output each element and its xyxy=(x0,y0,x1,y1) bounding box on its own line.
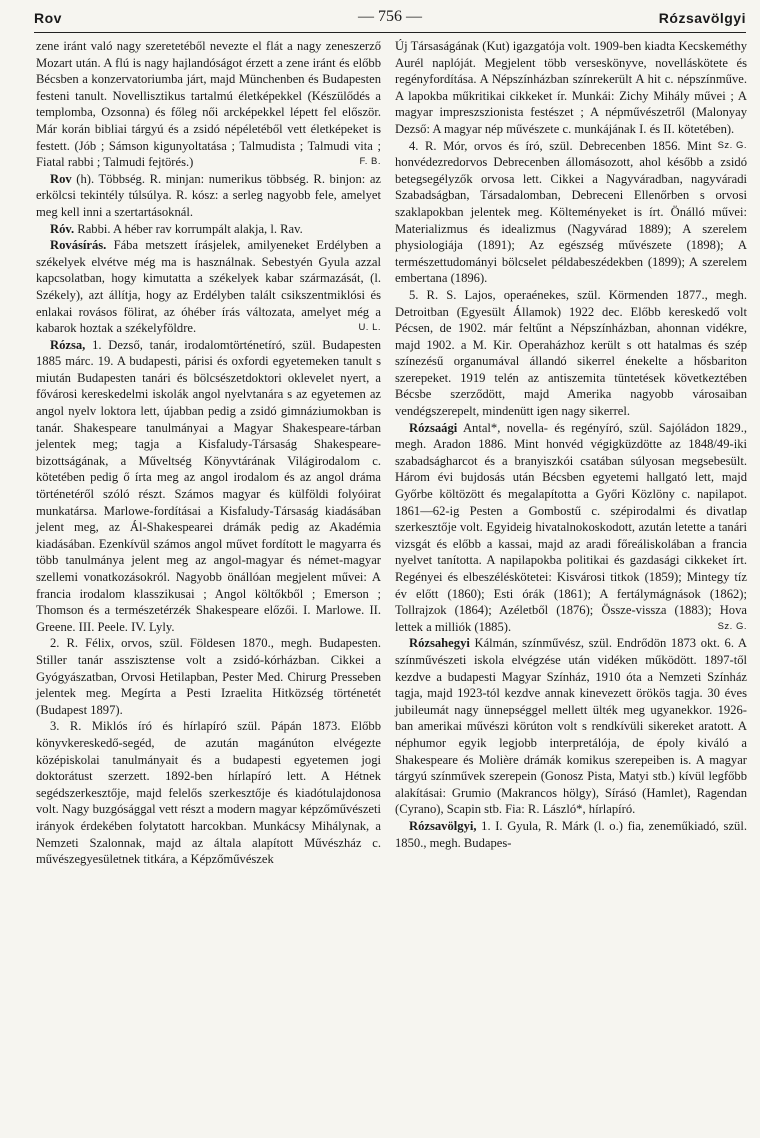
entry-subsection xyxy=(36,635,381,718)
running-head-left: Rov xyxy=(34,10,62,26)
entry-subsection xyxy=(395,287,747,420)
entry-headword: Rózsavölgyi, xyxy=(409,818,477,833)
author-signature: Sz. G. xyxy=(717,139,747,151)
entry-text: 1. I. Gyula, R. Márk (l. o.) fia, zeneműkiadó, szül. 1850., megh. Budapes- xyxy=(395,818,747,850)
author-signature: U. L. xyxy=(358,322,381,334)
header-rule xyxy=(34,32,746,33)
entry-subsection xyxy=(395,138,747,287)
entry-text: zene iránt való nagy szeretetéből nevezte el flát a nagy zeneszerző Mozart után. A flú is nagy hajlandóságot érzett a zene iránt és előbb Bécsben a konzervatoriumba járt, majd Münchenben és Budapesten festeni tanult. Novellisztikus tartalmú életképekkel (Készülődés a templomba, Ozsonna) és főleg női arcképekkel lépett fel először. Már korán bibliai tárgyú és a zsidó népéletéből vett életképeket is festett. (Jób ; Sámson kigunyoltatása ; Talmudista ; Talmudi vita ; Fiatal rabbi ; Talmudi fejtörés.) xyxy=(36,39,381,170)
entry-continuation xyxy=(395,38,747,151)
dictionary-entry xyxy=(36,171,381,221)
page-header xyxy=(34,6,746,32)
dictionary-entry xyxy=(395,420,747,636)
entry-text: 3. R. Miklós író és hírlapíró szül. Pápán 1873. Előbb könyvkereskedő-segéd, de azután magánúton elvégezte középiskolai tanulmányait és a budapesti egyetemen jogi doktorátust szerzett. 1892-ben hírlapíró lett. A Hétnek segédszerkesztője, majd felelős szerkesztője és kiadótulajdonosa volt. Nagy buzgósággal vett részt a modern magyar képzőművészeti irányok érdekében folytatott harcokban. Munkácsy Mihálynak, a Nemzeti Szalonnak, majd az általa alapított Művészház c. művészegyesületnek titkára, a Képzőművészek xyxy=(36,719,381,867)
entry-text: Fába metszett írásjelek, amilyeneket Erdélyben a székelyek elvétve még ma is használnak. Sebestyén Gyula azzal kapcsolatban, hogy kimutatta a székelyek kabar származását, (l. Székely), azt állítja, hogy az Erdélyben talált csikszentmiklósi és enlakai rovásos fölirat, az óhéber írás változata, amelyet még a kabarok hoztak a székelyföldre. xyxy=(36,238,381,336)
right-column xyxy=(395,38,747,851)
entry-headword: Róv. xyxy=(50,221,75,236)
entry-text: Rabbi. A héber rav korrumpált alakja, l. Rav. xyxy=(74,221,303,236)
entry-text: Kálmán, színművész, szül. Endrődön 1873 okt. 6. A színművészeti iskola elvégzése után vidéken működött. 1897-től kezdve a budapesti Magyar Színház, 1910 óta a Nemzeti Színház tagja, majd 1923-tól kezdve annak kinevezett örökös tagja. 30 éves jubileumát nagy ünnepséggel mellett ülték meg ugyanekkor. 1926-ban amerikai művészi körúton volt s rendkívüli sikereket aratott. A néphumor egyik legjobb interpretálója, de époly kiváló a Shakespeare és Molière drámák komikus szerepeiben is. A magyar tárgyú színművek szerepein (Gonosz Pista, Matyi stb.) kívül legfőbb alakításai: Grumio (Makrancos hölgy), Sírásó (Hamlet), Ragendan (Cyrano), Scapin stb. Fia: R. László*, hírlapíró. xyxy=(395,636,747,817)
entry-subsection xyxy=(36,718,381,867)
dictionary-entry xyxy=(36,237,381,337)
entry-text: 4. R. Mór, orvos és író, szül. Debrecenben 1856. Mint honvédezredorvos Debrecenben állomásozott, ahol később a zsidó betegsegélyzők orvosa lett. Cikkei a Nagyváradban, nagyváradi Szabadságban, Társadalomban, Debreceni Ellenőrben s orvosi szaklapokban jelentek meg. Költeményeket is írt. Önálló művei: Materializmus és idealizmus (Nagyvárad 1889); A szerelem physiologiája (1891); Az egészség művészete (1898); A természettudományi bölcselet példabeszédekben (1899); A szerelem embertana (1896). xyxy=(395,138,747,286)
entry-headword: Rózsaági xyxy=(409,420,458,435)
entry-text: 2. R. Félix, orvos, szül. Földesen 1870., megh. Budapesten. Stiller tanár asszisztense volt a zsidó-kórházban. Cikkei a Gyógyászatban, Orvosi Hetilapban, Pester Med. Chirurg Presseben jelentek meg. Megírta a Pesti Izraelita Hitközség történetét (Budapest 1897). xyxy=(36,636,381,717)
entry-text: 5. R. S. Lajos, operaénekes, szül. Körmenden 1877., megh. Detroitban (Egyesült Államok) 1922 dec. Előbb kereskedő volt Pécsen, de 1902. már feltűnt a Népszínházban, ahonnan vidékre, majd 1902. a M. Kir. Operaházhoz került s ott hatalmas és szép színezésű organumával állandó sikerrel énekelte a hősbariton szerepeket. 1919 telén az antiszemita tüntetések következtében Bécsbe szerződött, majd Amerika nagyobb városaiban vendégszerepelt, mindenütt igen nagy sikerrel. xyxy=(395,287,747,419)
left-column xyxy=(36,38,381,868)
dictionary-entry xyxy=(36,337,381,636)
entry-headword: Rózsahegyi xyxy=(409,636,470,651)
entry-text: Antal*, novella- és regényíró, szül. Sajóládon 1829., megh. Aradon 1886. Mint honvéd végigküzdötte az 1848/49-iki szabadságharcot és a branyiszkói csatában súlyosan megsebesült. Három évi bujdosás után Bécsben egyetemi hallgató lett, majd Győrbe költözött és megalapította a Győri Közlöny c. napilapot. 1861—62-ig Pesten a Gombostű c. szépirodalmi és divatlap szerkesztője volt. Egyideig hivatalnokoskodott, azután letette a tanári vizsgát és előbb a kassai, majd az aradi főreáliskolában a francia nyelvet tanította. A napilapokba politikai és gazdasági cikkeket írt. Regényei és elbeszéléskötetei: Kisvárosi titkok (1859); Mintegy tíz év előtt (1860); Esti órák (1861); A fertálymágnások (1862); Tollrajzok (1864); Azéletből (1876); Össze-vissza (1883); Hova lettek a milliók (1885). xyxy=(395,420,747,634)
entry-text: (h). Többség. R. minjan: numerikus többség. R. binjon: az erkölcsi tekintély túlsúlya. R. kósz: a serleg nagyobb fele, amelyet meg kell inni a szertartásoknál. xyxy=(36,171,381,219)
entry-headword: Rov xyxy=(50,171,72,186)
author-signature: F. B. xyxy=(359,156,381,168)
dictionary-entry xyxy=(36,221,381,238)
running-head-right: Rózsavölgyi xyxy=(658,10,746,26)
entry-headword: Rovásírás. xyxy=(50,238,107,253)
dictionary-entry xyxy=(395,635,747,818)
entry-text: Új Társaságának (Kut) igazgatója volt. 1909-ben kiadta Kecskeméthy Aurél naplóját. Megjelent több verseskönyve, novelláskötete és regényfordítása. A Népszínházban színrekerült A hit c. népszínműve. A lapokba műkritikai cikkeket ír. Munkái: Zichy Mihály művei ; A magyar impreszszionista festészet ; A népművészetről (Malonyay Dezső: A magyar nép művészete c. munkájának I. és II. kötetében). xyxy=(395,39,747,136)
entry-headword: Rózsa, xyxy=(50,337,86,352)
dictionary-entry xyxy=(395,818,747,851)
entry-continuation xyxy=(36,38,381,171)
entry-text: 1. Dezső, tanár, irodalomtörténetíró, szül. Budapesten 1885 márc. 19. A budapesti, párisi és oxfordi egyetemeken tanult s miután Budapesten tanári és bölcsészetdoktori oklevelet nyert, a fővárosi kereskedelmi iskolák angol nyelvtanára s az egyetemen az angol nyelv loktora lett, újabban pedig a zsidó gimnáziumokban is tanár. Shakespeare tanulmányai a Magyar Shakespeare-tárban jelentek meg; tagja a Kisfaludy-Társaság Shakespeare-bizottságának, a Műveltség Könyvtárának Világirodalom c. kötetében pedig ő írta meg az angol irodalom és az angol dráma történetéről szóló részt. Számos magyar és külföldi folyóirat munkatársa. Marlowe-fordításai a Kisfaludy-Társaság kiadásában jelent meg, az Ál-Shakespearei drámák pedig az Akadémia kiadásában. Ezenkívül számos angol művet fordított le magyarra és több tanulmánya jelent meg az angol-magyar és német-magyar szellemi vonatkozásokról. Nagyobb önállóan megjelent művei: A francia irodalom klasszikusai ; Angol költőkből ; Emerson ; Thomson és a természetérzék Shakespeare előzői. I. Marlowe. II. Greene. III. Peele. IV. Lyly. xyxy=(36,337,381,634)
page-number: — 756 — xyxy=(358,8,422,25)
author-signature: Sz. G. xyxy=(717,620,747,632)
